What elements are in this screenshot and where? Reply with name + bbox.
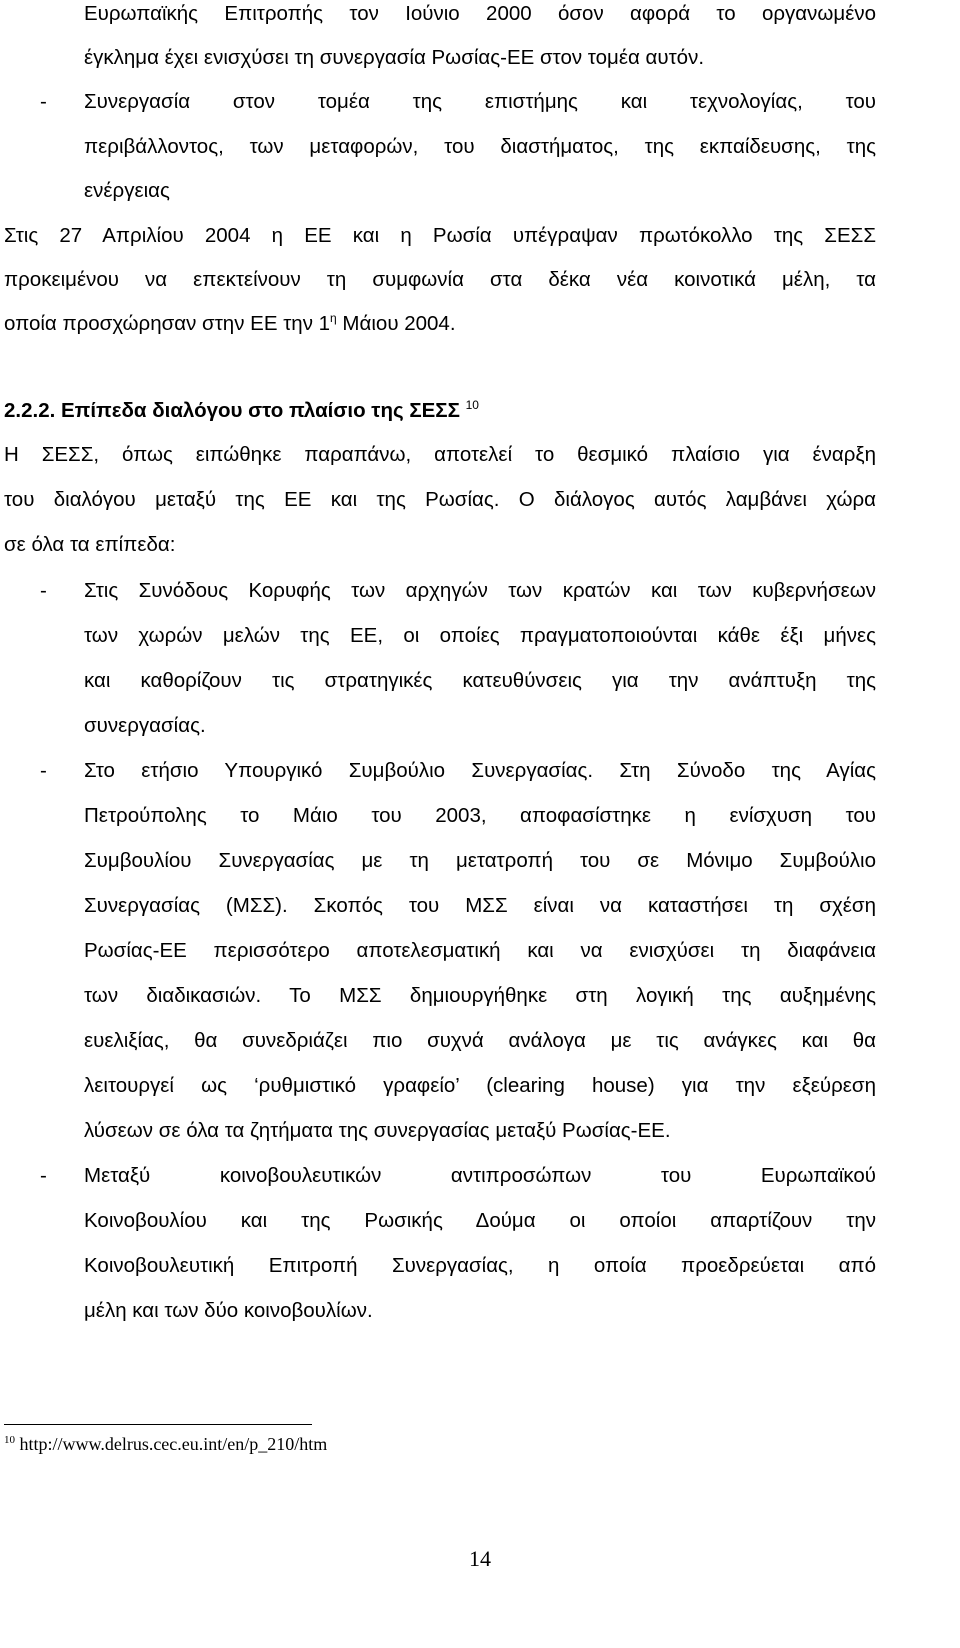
text-line: των χωρών μελών της ΕΕ, οι οποίες πραγματοποιούνται κάθε έξι μήνες: [84, 624, 876, 647]
footnote-reference: 10: [465, 398, 479, 413]
text-line: λύσεων σε όλα τα ζητήματα της συνεργασίας μεταξύ Ρωσίας-ΕΕ.: [84, 1119, 671, 1142]
text-line: και καθορίζουν τις στρατηγικές κατευθύνσεις για την ανάπτυξη της: [84, 669, 876, 692]
text-line: προκειμένου να επεκτείνουν τη συμφωνία στα δέκα νέα κοινοτικά μέλη, τα: [4, 268, 876, 291]
bullet-dash: -: [40, 579, 47, 602]
text-line: Συνεργασίας (ΜΣΣ). Σκοπός του ΜΣΣ είναι να καταστήσει τη σχέση: [84, 894, 876, 917]
footnote: [4, 1433, 327, 1455]
text-line: Στο ετήσιο Υπουργικό Συμβούλιο Συνεργασίας. Στη Σύνοδο της Αγίας: [84, 759, 876, 782]
text-line: συνεργασίας.: [84, 714, 206, 737]
text-line: του διαλόγου μεταξύ της ΕΕ και της Ρωσίας. Ο διάλογος αυτός λαμβάνει χώρα: [4, 488, 876, 511]
text-line: Συνεργασία στον τομέα της επιστήμης και τεχνολογίας, του: [84, 90, 876, 113]
text-fragment: οποία προσχώρησαν στην ΕΕ την 1: [4, 312, 331, 335]
text-line: λειτουργεί ως ‘ρυθμιστικό γραφείο’ (clearing house) για την εξεύρεση: [84, 1074, 876, 1097]
text-fragment: Μάιου 2004.: [336, 312, 456, 335]
text-line: Στις 27 Απριλίου 2004 η ΕΕ και η Ρωσία υπέγραψαν πρωτόκολλο της ΣΕΣΣ: [4, 224, 876, 247]
page-number: 14: [469, 1546, 491, 1571]
text-line: των διαδικασιών. Το ΜΣΣ δημιουργήθηκε στη λογική της αυξημένης: [84, 984, 876, 1007]
ordinal-superscript: η: [330, 311, 337, 326]
text-line: Ευρωπαϊκής Επιτροπής τον Ιούνιο 2000 όσον αφορά το οργανωμένο: [84, 2, 876, 25]
text-line: Συμβουλίου Συνεργασίας με τη μετατροπή του σε Μόνιμο Συμβούλιο: [84, 849, 876, 872]
section-heading-text: 2.2.2. Επίπεδα διαλόγου στο πλαίσιο της ΣΕΣΣ: [4, 399, 460, 422]
text-line: [4, 312, 876, 336]
text-line: Πετρούπολης το Μάιο του 2003, αποφασίστηκε η ενίσχυση του: [84, 804, 876, 827]
bullet-dash: -: [40, 759, 47, 782]
text-line: έγκλημα έχει ενισχύσει τη συνεργασία Ρωσίας-ΕΕ στον τομέα αυτόν.: [84, 46, 705, 69]
footnote-separator: [4, 1424, 312, 1425]
bullet-dash: -: [40, 90, 47, 113]
text-line: Μεταξύ κοινοβουλευτικών αντιπροσώπων του Ευρωπαϊκού: [84, 1164, 876, 1187]
text-line: Κοινοβουλίου και της Ρωσικής Δούμα οι οποίοι απαρτίζουν την: [84, 1209, 876, 1232]
text-line: Κοινοβουλευτική Επιτροπή Συνεργασίας, η οποία προεδρεύεται από: [84, 1254, 876, 1277]
text-line: ενέργειας: [84, 179, 170, 202]
bullet-dash: -: [40, 1164, 47, 1187]
text-line: μέλη και των δύο κοινοβουλίων.: [84, 1299, 373, 1322]
text-line: ευελιξίας, θα συνεδριάζει πιο συχνά ανάλογα με τις ανάγκες και θα: [84, 1029, 876, 1052]
text-line: Η ΣΕΣΣ, όπως ειπώθηκε παραπάνω, αποτελεί το θεσμικό πλαίσιο για έναρξη: [4, 443, 876, 466]
text-line: Ρωσίας-ΕΕ περισσότερο αποτελεσματική και να ενισχύσει τη διαφάνεια: [84, 939, 876, 962]
text-line: σε όλα τα επίπεδα:: [4, 533, 176, 556]
text-line: Στις Συνόδους Κορυφής των αρχηγών των κρατών και των κυβερνήσεων: [84, 579, 876, 602]
section-heading: [4, 399, 876, 423]
footnote-url[interactable]: http://www.delrus.cec.eu.int/en/p_210/htm: [15, 1434, 328, 1454]
text-line: περιβάλλοντος, των μεταφορών, του διαστήματος, της εκπαίδευσης, της: [84, 135, 876, 158]
footnote-number: 10: [4, 1434, 15, 1446]
